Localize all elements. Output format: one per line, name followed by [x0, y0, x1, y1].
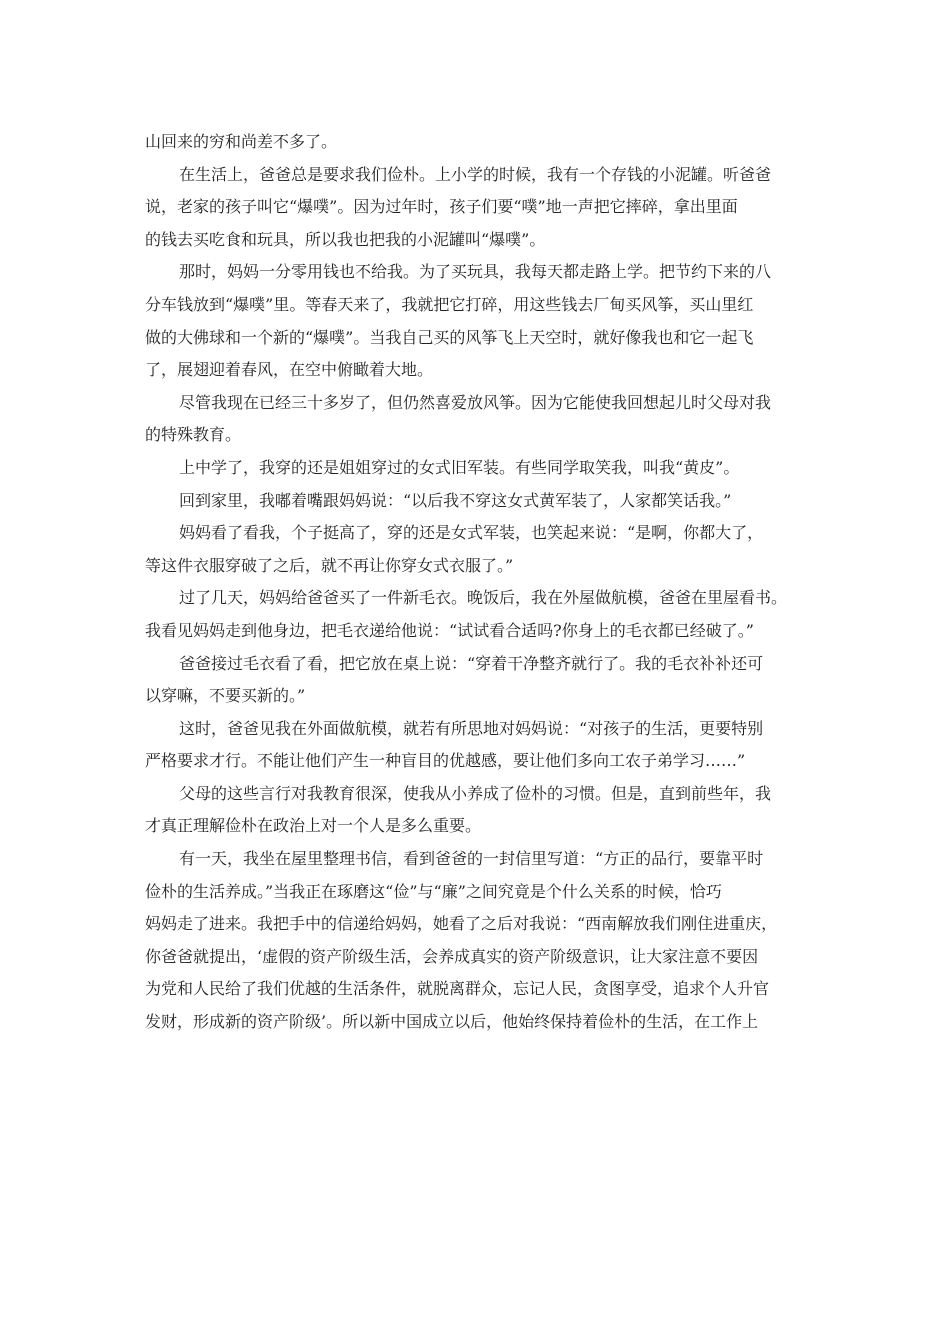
text-line: 以穿嘛，不要买新的。” [145, 686, 306, 706]
text-line: 的特殊教育。 [145, 425, 242, 445]
text-line: 过了几天，妈妈给爸爸买了一件新毛衣。晚饭后，我在外屋做航模，爸爸在里屋看书。 [179, 588, 788, 608]
text-line: 做的大佛球和一个新的“爆噗”。当我自己买的风筝飞上天空时，就好像我也和它一起飞 [145, 327, 754, 347]
text-line: 分车钱放到“爆噗”里。等春天来了，我就把它打碎，用这些钱去厂甸买风筝，买山里红 [145, 294, 754, 314]
text-line: 有一天，我坐在屋里整理书信，看到爸爸的一封信里写道：“方正的品行，要靠平时 [179, 849, 764, 869]
text-line: 妈妈看了看我，个子挺高了，穿的还是女式军装，也笑起来说：“是啊，你都大了， [179, 523, 764, 543]
text-line: 在生活上，爸爸总是要求我们俭朴。上小学的时候，我有一个存钱的小泥罐。听爸爸 [179, 164, 772, 184]
text-line: 了，展翅迎着春风，在空中俯瞰着大地。 [145, 360, 434, 380]
text-line: 才真正理解俭朴在政治上对一个人是多么重要。 [145, 816, 482, 836]
text-line: 说，老家的孩子叫它“爆噗”。因为过年时，孩子们要“噗”地一声把它摔碎，拿出里面 [145, 197, 738, 217]
body-text [145, 126, 810, 1039]
text-line: 那时，妈妈一分零用钱也不给我。为了买玩具，我每天都走路上学。把节约下来的八 [179, 262, 772, 282]
text-line: 为党和人民给了我们优越的生活条件，就脱离群众，忘记人民，贪图享受，追求个人升官 [145, 979, 770, 999]
text-line: 回到家里，我嘟着嘴跟妈妈说：“以后我不穿这女式黄军装了，人家都笑话我。” [179, 490, 732, 510]
text-line: 俭朴的生活养成。”当我正在琢磨这“俭”与“廉”之间究竟是个什么关系的时候，恰巧 [145, 881, 722, 901]
text-line: 上中学了，我穿的还是姐姐穿过的女式旧军装。有些同学取笑我，叫我“黄皮”。 [179, 457, 740, 477]
text-line: 山回来的穷和尚差不多了。 [145, 132, 338, 151]
text-line: 我看见妈妈走到他身边，把毛衣递给他说：“试试看合适吗?你身上的毛衣都已经破了。” [145, 620, 754, 640]
text-line: 发财，形成新的资产阶级’。所以新中国成立以后，他始终保持着俭朴的生活，在工作上 [145, 1012, 759, 1032]
text-line: 父母的这些言行对我教育很深，使我从小养成了俭朴的习惯。但是，直到前些年，我 [179, 783, 772, 803]
text-line: 尽管我现在已经三十多岁了，但仍然喜爱放风筝。因为它能使我回想起儿时父母对我 [179, 392, 772, 412]
text-line: 严格要求才行。不能让他们产生一种盲目的优越感，要让他们多向工农子弟学习……” [145, 751, 746, 771]
text-line: 爸爸接过毛衣看了看，把它放在桌上说：“穿着干净整齐就行了。我的毛衣补补还可 [179, 653, 764, 673]
text-line: 你爸爸就提出，‘虚假的资产阶级生活，会养成真实的资产阶级意识，让大家注意不要因 [145, 946, 759, 966]
text-line: 这时，爸爸见我在外面做航模，就若有所思地对妈妈说：“对孩子的生活，更要特别 [179, 718, 764, 738]
text-line: 等这件衣服穿破了之后，就不再让你穿女式衣服了。” [145, 555, 514, 575]
text-line: 的钱去买吃食和玩具，所以我也把我的小泥罐叫“爆噗”。 [145, 229, 546, 249]
text-line: 妈妈走了进来。我把手中的信递给妈妈，她看了之后对我说：“西南解放我们刚住进重庆， [145, 914, 778, 934]
